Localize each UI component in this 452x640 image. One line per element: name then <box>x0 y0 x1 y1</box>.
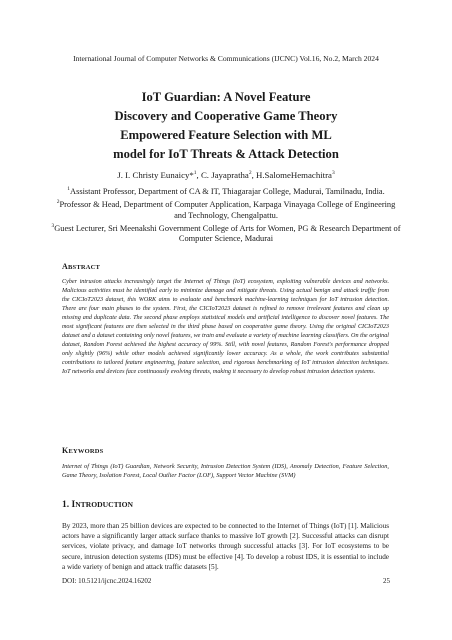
title-line: IoT Guardian: A Novel Feature <box>141 90 311 104</box>
author-name: H.SalomeHemachitra <box>255 170 332 180</box>
keywords-heading <box>62 446 103 455</box>
author-name: C. Jayapratha <box>200 170 249 180</box>
affiliation <box>50 184 402 197</box>
heading-smallcaps: EYWORDS <box>68 448 104 455</box>
affiliations <box>50 184 402 245</box>
author-list <box>40 170 412 181</box>
title-line: Discovery and Cooperative Game Theory <box>114 109 338 123</box>
author-separator: , <box>196 170 201 180</box>
affiliation-marker: 3 <box>51 223 55 230</box>
heading-initial: K <box>62 446 69 455</box>
paper-title <box>40 88 412 164</box>
affiliation <box>50 221 402 245</box>
heading-initial: I <box>71 500 76 510</box>
heading-smallcaps: BSTRACT <box>67 264 101 271</box>
affiliation-text: Guest Lecturer, Sri Meenakshi Government College of Arts for Women, PG & Research Department of Computer Science, Madurai <box>54 223 401 244</box>
affiliation-text: Professor & Head, Department of Computer Application, Karpaga Vinayaga College of Engineering and Technology, Chengalpattu. <box>59 200 396 220</box>
introduction-heading <box>62 500 133 510</box>
page-number: 25 <box>383 577 390 585</box>
heading-smallcaps: NTRODUCTION <box>75 500 134 509</box>
affiliation-marker: 2 <box>56 199 60 206</box>
author-affil-marker: 2 <box>248 170 252 177</box>
affiliation-marker: 1 <box>67 186 71 192</box>
affiliation-text: Assistant Professor, Department of CA & IT, Thiagarajar College, Madurai, Tamilnadu, India. <box>70 186 385 196</box>
abstract-body: Cyber intrusion attacks increasingly target the Internet of Things (IoT) ecosystem, exploiting vulnerable devices and networks. Malicious activities must be identified early to minimize damage and mitigate threats. Using actual benign and attack traffic from the CICIoT2023 dataset, this WORK aims to evaluate and benchmark machine-learning techniques for IoT intrusion detection. There are four main phases to the system. First, the CICIoT2023 dataset is refined to remove irrelevant features and clean up missing and duplicate data. The second phase employs statistical models and artificial intelligence to discover novel features. The most significant features are then selected in the third phase based on cooperative game theory. Using the original CICIoT2023 dataset and a dataset containing only novel features, we train and evaluate a variety of machine learning classifiers. On the original dataset, Random Forest achieved the highest accuracy of 99%. Still, with novel features, Random Forest's performance dropped only slightly (96%) while other models achieved significantly lower accuracy. As a whole, the work contributes substantial contributions to tailored feature engineering, feature selection, and rigorous benchmarking of IoT intrusion detection techniques. IoT networks and devices face continuously evolving threats, making it necessary to develop robust intrusion detection systems. <box>62 279 389 376</box>
title-line: model for IoT Threats & Attack Detection <box>113 147 339 161</box>
author-name: J. I. Christy Eunaicy* <box>117 170 194 180</box>
section-number: 1. <box>62 500 72 510</box>
abstract-heading <box>62 262 100 271</box>
keywords-body: Internet of Things (IoT) Guardian, Network Security, Intrusion Detection System (IDS), Anomaly Detection, Feature Selection, Game Theory, Isolation Forest, Local Outlier Factor (LOF), Support Vector Machine (SVM) <box>62 463 389 479</box>
heading-initial: A <box>62 262 68 271</box>
author-affil-marker: 3 <box>331 170 335 177</box>
title-line: Empowered Feature Selection with ML <box>120 128 332 142</box>
introduction-body: By 2023, more than 25 billion devices are expected to be connected to the Internet of Things (IoT) [1]. Malicious actors have a significantly larger attack surface thanks to massive IoT growth [2]. Successful attacks can disrupt services, violate privacy, and damage IoT networks through successful attacks [3]. For IoT ecosystems to be secure, intrusion detection systems (IDS) must be effective [4]. To develop a robust IDS, it is essential to include a wide variety of benign and attack traffic datasets [5]. <box>62 522 389 571</box>
author-separator: , <box>251 170 256 180</box>
footer-doi: DOI: 10.5121/ijcnc.2024.16202 <box>62 577 152 585</box>
author-affil-marker: 1 <box>193 170 197 177</box>
affiliation <box>50 197 402 221</box>
journal-header: International Journal of Computer Networks & Communications (IJCNC) Vol.16, No.2, March 2024 <box>73 54 379 63</box>
